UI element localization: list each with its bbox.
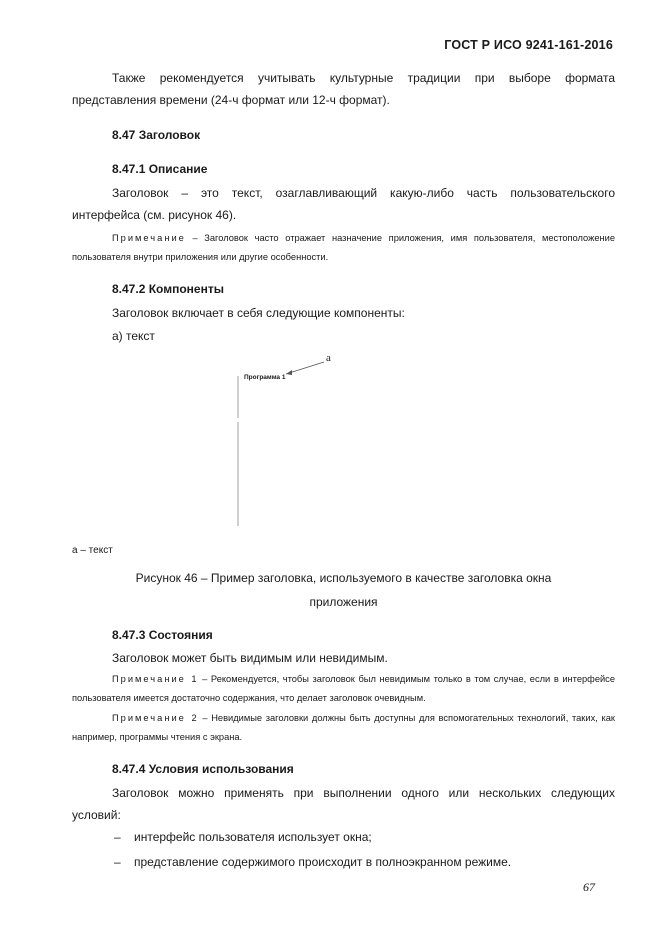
usage-list-item: – интерфейс пользователя использует окна; (114, 830, 372, 844)
description-paragraph: Заголовок – это текст, озаглавливающий какую-либо часть пользовательского интерфейса (см. рисунок 46). (72, 186, 615, 222)
note-label: Примечание (112, 233, 186, 243)
states-note-1 (72, 670, 615, 708)
window-title-sample: Программа 1 (244, 374, 286, 381)
callout-arrowhead (286, 370, 292, 375)
figure-46 (230, 350, 350, 530)
components-item: а) текст (112, 329, 155, 343)
states-heading: 8.47.3 Состояния (112, 628, 213, 642)
standard-header: ГОСТ Р ИСО 9241-161-2016 (444, 38, 613, 52)
note-text: – Заголовок часто отражает назначение приложения, имя пользователя, местоположение пользователя внутри приложения или другие особенности. (72, 233, 615, 262)
description-note (72, 229, 615, 267)
callout-label: a (326, 352, 331, 364)
list-item-text: представление содержимого происходит в полноэкранном режиме. (134, 855, 512, 869)
figure-legend: а – текст (72, 545, 113, 556)
figure-caption-line1: Рисунок 46 – Пример заголовка, используемого в качестве заголовка окна (135, 571, 552, 585)
usage-paragraph: Заголовок можно применять при выполнении одного или нескольких следующих условий: (72, 786, 615, 822)
figure-lines (230, 350, 350, 530)
usage-list-item: – представление содержимого происходит в полноэкранном режиме. (114, 855, 512, 869)
section-heading: 8.47 Заголовок (112, 128, 201, 142)
note-text: – Невидимые заголовки должны быть доступны для вспомогательных технологий, таких, как например, программы чтения с экрана. (72, 713, 615, 742)
list-item-text: интерфейс пользователя использует окна; (134, 830, 372, 844)
page-number: 67 (583, 880, 595, 894)
components-paragraph: Заголовок включает в себя следующие компоненты: (112, 306, 405, 320)
states-paragraph: Заголовок может быть видимым или невидимым. (112, 651, 388, 665)
note-label: Примечание 2 (112, 713, 199, 723)
states-note-2 (72, 709, 615, 747)
note-text: – Рекомендуется, чтобы заголовок был невидимым только в том случае, если в интерфейсе пользователя имеется достаточно содержания, что делает заголовок очевидным. (72, 674, 615, 703)
usage-heading: 8.47.4 Условия использования (112, 762, 294, 776)
description-heading: 8.47.1 Описание (112, 162, 208, 176)
note-label: Примечание 1 (112, 674, 199, 684)
intro-paragraph: Также рекомендуется учитывать культурные традиции при выборе формата представления времени (24-ч формат или 12-ч формат). (72, 71, 615, 107)
figure-caption-line2: приложения (309, 595, 378, 609)
components-heading: 8.47.2 Компоненты (112, 282, 224, 296)
